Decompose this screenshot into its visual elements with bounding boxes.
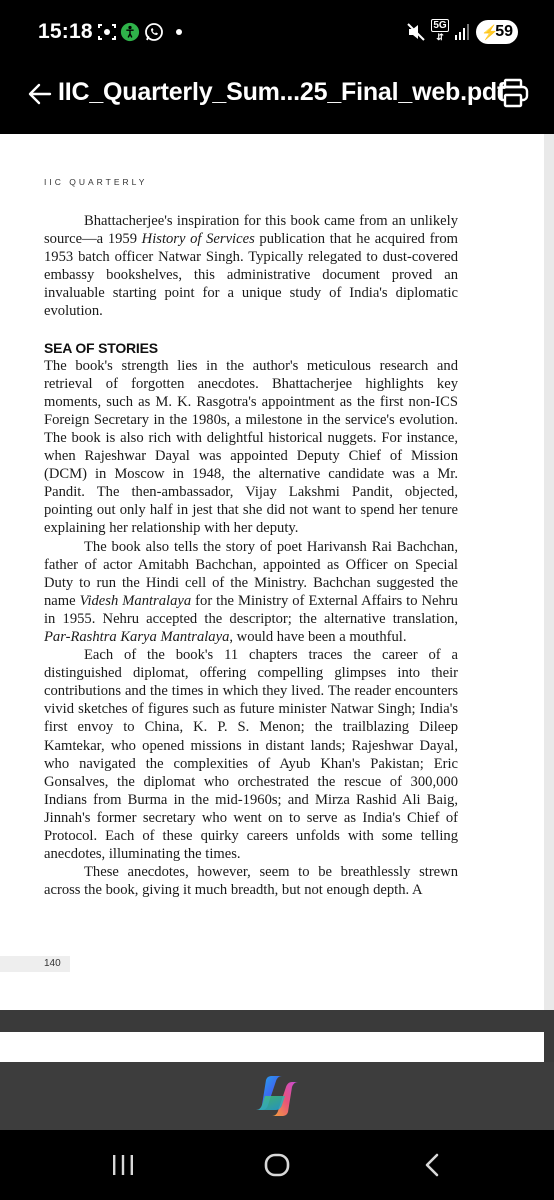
network-label: 5G: [433, 20, 447, 31]
recents-button[interactable]: [108, 1150, 138, 1180]
home-button[interactable]: [262, 1150, 292, 1180]
copilot-icon[interactable]: [252, 1074, 302, 1118]
print-icon[interactable]: [496, 76, 530, 110]
paragraph-2: The book's strength lies in the author's meticulous research and retrieval of forgotten anecdotes. Bhattacherjee highlights key moments, such as M. K. Rasgotra's appointment as the first non-ICS Foreign Secretary in the 1980s, a milestone in the service's evolution. The book is also rich with delightful historical nuggets. For instance, when Rajeshwar Dayal was appointed Deputy Chief of Mission (DCM) in Moscow in 1948, the alternative candidate was a Mr. Pandit. The then-ambassador, Vijay Lakshmi Pandit, objected, pointing out only half in jest that she did not want to spend her tenure explaining her relationship with her deputy.: [44, 357, 458, 537]
signal-icon: [454, 22, 470, 42]
accessibility-icon: [119, 22, 141, 42]
5g-icon: 5G ⇵: [433, 20, 447, 42]
status-bar: [0, 0, 554, 66]
page-number: 140: [0, 956, 70, 972]
clock: 15:18: [38, 20, 93, 43]
battery-level: 59: [495, 23, 513, 40]
title-bar: [0, 66, 554, 134]
next-page-gutter: [544, 1032, 554, 1062]
mute-icon: [406, 22, 426, 42]
paragraph-1: Bhattacherjee's inspiration for this book came from an unlikely source—a 1959 History of Services publication that he acquired from 1953 batch officer Natwar Singh. Typically relegated to dust-covered embassy bookshelves, this administrative document proved an invaluable starting point for a unique study of India's diplomatic evolution.: [44, 213, 458, 320]
whatsapp-icon: [144, 22, 164, 42]
paragraph-4: Each of the book's 11 chapters traces the career of a distinguished diplomat, offering compelling glimpses into their contributions and the times in which they lived. The reader encounters vivid sketches of figures such as future minister Natwar Singh; India's first envoy to China, K. P. S. Menon; the trailblazing Dileep Kamtekar, who opened missions in distant lands; Rajeshwar Dayal, who navigated the complexities of Ayub Khan's Pakistan; Eric Gonsalves, the diplomat who orchestrated the rescue of 300,000 Indians from Burma in the mid-1960s; and Mirza Rashid Ali Baig, Jinnah's former secretary who went on to serve as India's Chief of Protocol. Each of these quirky careers unfolds with some telling anecdotes, illuminating the times.: [44, 647, 458, 863]
battery-icon: [476, 20, 518, 44]
navigation-bar: [0, 1130, 554, 1200]
page-separator: [0, 1010, 554, 1032]
back-button[interactable]: [418, 1150, 448, 1180]
charging-bolt-icon: ⚡: [481, 24, 499, 40]
paragraph-5: These anecdotes, however, seem to be breathlessly strewn across the book, giving it much breadth, but not enough depth. A: [44, 864, 458, 899]
next-pdf-page[interactable]: [0, 1032, 544, 1062]
paragraph-3: The book also tells the story of poet Harivansh Rai Bachchan, father of actor Amitabh Bachchan, appointed as Officer on Special Duty to run the Hindi cell of the Ministry. Bachchan suggested the name Videsh Mantralaya for the Ministry of External Affairs to Nehru in 1955. Nehru accepted the descriptor; the alternative translation, Par-Rashtra Karya Mantralaya, would have been a mouthful.: [44, 538, 458, 645]
document-title: IIC_Quarterly_Sum...25_Final_web.pdf: [58, 78, 506, 106]
section-heading: SEA OF STORIES: [44, 339, 158, 356]
back-arrow-icon[interactable]: [26, 80, 54, 108]
article-body: [44, 212, 458, 899]
running-head: IIC QUARTERLY: [44, 177, 148, 187]
page-gutter: [544, 134, 554, 1010]
copilot-bar: [0, 1062, 554, 1130]
notification-dot: [176, 29, 182, 35]
screenshot-icon: [97, 22, 117, 42]
